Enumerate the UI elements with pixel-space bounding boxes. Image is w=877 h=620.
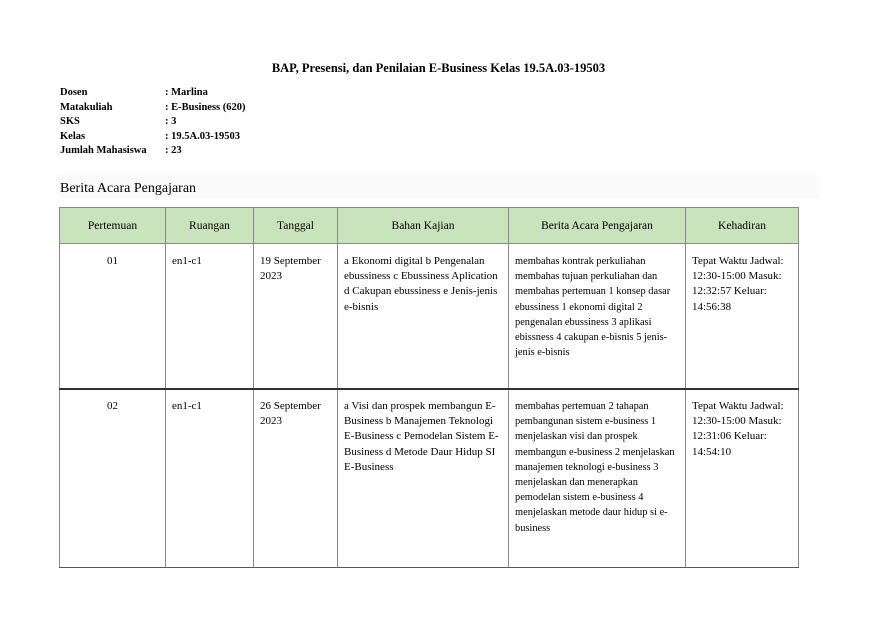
cell-bahan-kajian: a Visi dan prospek membangun E- Business b Manajemen Teknologi E-Business c Pemodelan Sistem E- Business d Metode Daur Hidup SI E-Business bbox=[338, 389, 509, 568]
cell-ruangan: en1-c1 bbox=[166, 389, 254, 568]
course-info bbox=[60, 86, 246, 159]
table-row bbox=[60, 389, 799, 568]
cell-berita-acara: membahas kontrak perkuliahan membahas tujuan perkuliahan dan membahas pertemuan 1 konsep dasar ebussiness 1 ekonomi digital 2 pengenalan ebussiness 3 aplikasi ebissness 4 cakupan e-bisnis 5 jenis-jenis e-bisnis bbox=[509, 244, 686, 390]
info-value: : 23 bbox=[165, 145, 182, 157]
info-row-jumlah-mahasiswa bbox=[60, 144, 246, 159]
cell-kehadiran: Tepat Waktu Jadwal: 12:30-15:00 Masuk: 12:31:06 Keluar: 14:54:10 bbox=[686, 389, 799, 568]
cell-tanggal: 19 September 2023 bbox=[254, 244, 338, 390]
cell-pertemuan: 02 bbox=[60, 389, 166, 568]
header-ruangan: Ruangan bbox=[166, 208, 254, 244]
info-key: Dosen bbox=[60, 87, 88, 98]
info-row-dosen bbox=[60, 86, 246, 101]
info-value: : 3 bbox=[165, 116, 177, 128]
info-row-sks bbox=[60, 115, 246, 130]
info-key: Matakuliah bbox=[60, 101, 113, 113]
header-bahan-kajian: Bahan Kajian bbox=[338, 208, 509, 244]
info-value: : Marlina bbox=[165, 87, 208, 98]
header-tanggal: Tanggal bbox=[254, 208, 338, 244]
info-value: : E-Business (620) bbox=[165, 101, 246, 113]
info-key: Jumlah Mahasiswa bbox=[60, 145, 147, 157]
cell-ruangan: en1-c1 bbox=[166, 244, 254, 390]
header-kehadiran: Kehadiran bbox=[686, 208, 799, 244]
info-value: : 19.5A.03-19503 bbox=[165, 130, 240, 142]
header-berita-acara: Berita Acara Pengajaran bbox=[509, 208, 686, 244]
section-title: Berita Acara Pengajaran bbox=[60, 181, 197, 196]
document-title: BAP, Presensi, dan Penilaian E-Business Kelas 19.5A.03-19503 bbox=[271, 61, 606, 75]
table-row bbox=[60, 244, 799, 390]
info-row-kelas bbox=[60, 130, 246, 145]
cell-berita-acara: membahas pertemuan 2 tahapan pembangunan sistem e-business 1 menjelaskan visi dan prospek membangun e-business 2 menjelaskan manajemen teknologi e-business 3 menjelaskan dan menerapkan pemodelan sistem e-business 4 menjelaskan metode daur hidup si e-business bbox=[509, 389, 686, 568]
info-key: SKS bbox=[60, 116, 80, 128]
bap-table bbox=[59, 207, 799, 568]
header-pertemuan: Pertemuan bbox=[60, 208, 166, 244]
cell-kehadiran: Tepat Waktu Jadwal: 12:30-15:00 Masuk: 12:32:57 Keluar: 14:56:38 bbox=[686, 244, 799, 390]
table-header-row bbox=[60, 208, 799, 244]
cell-bahan-kajian: a Ekonomi digital b Pengenalan ebussiness c Ebussiness Aplication d Cakupan ebussiness e Jenis-jenis e-bisnis bbox=[338, 244, 509, 390]
info-row-matakuliah bbox=[60, 101, 246, 116]
info-key: Kelas bbox=[60, 130, 86, 142]
cell-pertemuan: 01 bbox=[60, 244, 166, 390]
cell-tanggal: 26 September 2023 bbox=[254, 389, 338, 568]
